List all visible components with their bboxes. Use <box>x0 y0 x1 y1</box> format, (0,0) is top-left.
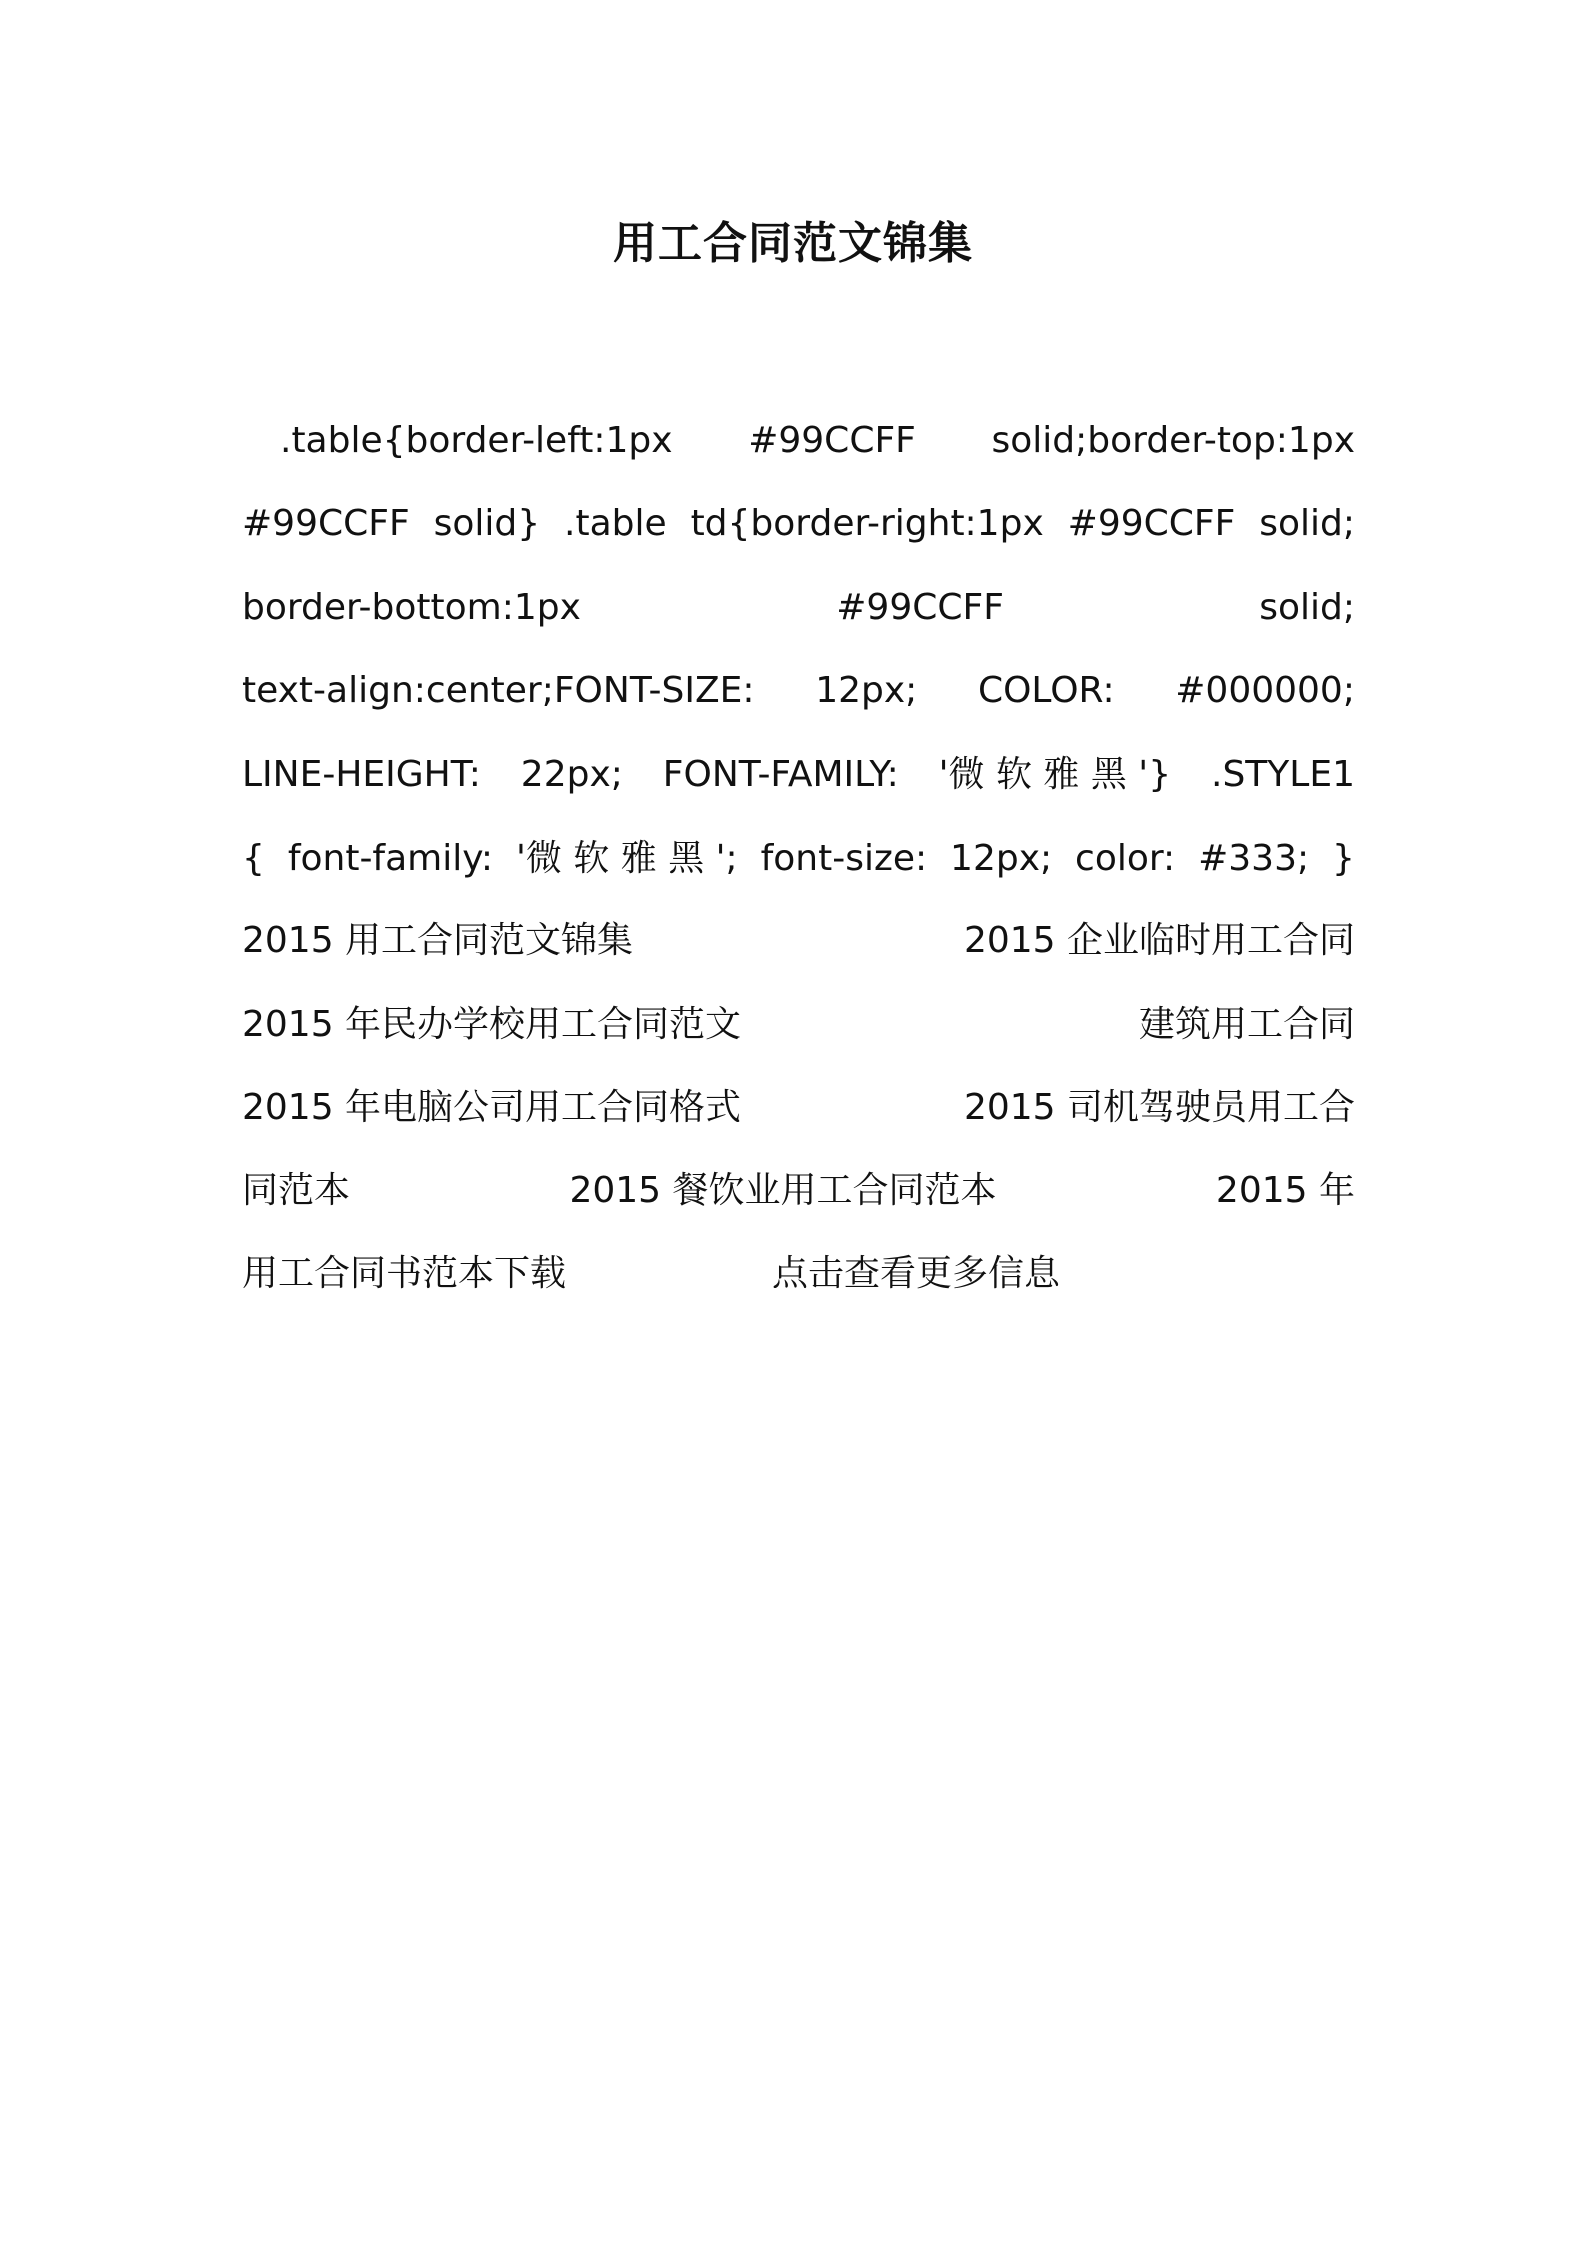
css-text-line-3 <box>242 578 1355 638</box>
css-token: #99CCFF <box>242 503 410 544</box>
css-token: .table <box>564 503 667 544</box>
css-token: { <box>242 838 265 879</box>
css-token: #99CCFF <box>836 587 1004 628</box>
link-line-5 <box>242 1244 1355 1304</box>
contract-link[interactable]: 2015 年民办学校用工合同范文 <box>242 1004 742 1045</box>
link-line-2 <box>242 995 1355 1055</box>
css-token: text-align:center;FONT-SIZE: <box>242 670 755 711</box>
css-text-line-2 <box>242 494 1355 554</box>
css-token: #99CCFF <box>748 420 916 461</box>
css-token: 22px; <box>520 754 623 795</box>
css-token: 12px; <box>815 670 918 711</box>
css-token: td{border-right:1px <box>690 503 1044 544</box>
css-token: color: <box>1075 838 1176 879</box>
css-token: font-family: <box>287 838 494 879</box>
contract-link[interactable]: 同范本 <box>242 1170 351 1211</box>
link-line-4 <box>242 1161 1355 1221</box>
contract-link[interactable]: 用工合同书范本下载 <box>242 1253 567 1294</box>
css-text-line-5 <box>242 745 1355 805</box>
css-token: font-size: <box>760 838 928 879</box>
css-token: solid;border-top:1px <box>991 420 1355 461</box>
contract-link[interactable]: 2015 年 <box>1215 1170 1355 1211</box>
css-token: #333; <box>1198 838 1310 879</box>
css-token: solid; <box>1259 587 1355 628</box>
css-token: '微 软 雅 黑 '} <box>938 754 1172 795</box>
contract-link[interactable]: 2015 企业临时用工合同 <box>963 920 1355 961</box>
link-line-1 <box>242 911 1355 971</box>
css-token: FONT-FAMILY: <box>662 754 899 795</box>
css-text-line-1 <box>242 411 1355 471</box>
css-token: #99CCFF <box>1067 503 1236 544</box>
css-token: solid; <box>1259 503 1355 544</box>
contract-link[interactable]: 2015 年电脑公司用工合同格式 <box>242 1087 742 1128</box>
contract-link[interactable]: 2015 餐饮业用工合同范本 <box>569 1170 997 1211</box>
css-token: border-bottom:1px <box>242 587 581 628</box>
css-text-line-4 <box>242 661 1355 721</box>
document-title: 用工合同范文锦集 <box>613 218 973 269</box>
css-token: .STYLE1 <box>1211 754 1355 795</box>
contract-link[interactable]: 2015 用工合同范文锦集 <box>242 920 634 961</box>
more-info-link[interactable]: 点击查看更多信息 <box>772 1253 1061 1294</box>
css-token: 12px; <box>950 838 1053 879</box>
css-token: '微 软 雅 黑 '; <box>515 838 738 879</box>
css-token: } <box>1332 838 1355 879</box>
css-token: LINE-HEIGHT: <box>242 754 481 795</box>
css-token: COLOR: <box>977 670 1115 711</box>
css-token: .table{border-left:1px <box>280 420 673 461</box>
contract-link[interactable]: 2015 司机驾驶员用工合 <box>963 1087 1355 1128</box>
css-text-line-6 <box>242 829 1355 889</box>
css-token: solid} <box>433 503 541 544</box>
link-line-3 <box>242 1078 1355 1138</box>
contract-link[interactable]: 建筑用工合同 <box>1138 1004 1355 1045</box>
css-token: #000000; <box>1175 670 1355 711</box>
